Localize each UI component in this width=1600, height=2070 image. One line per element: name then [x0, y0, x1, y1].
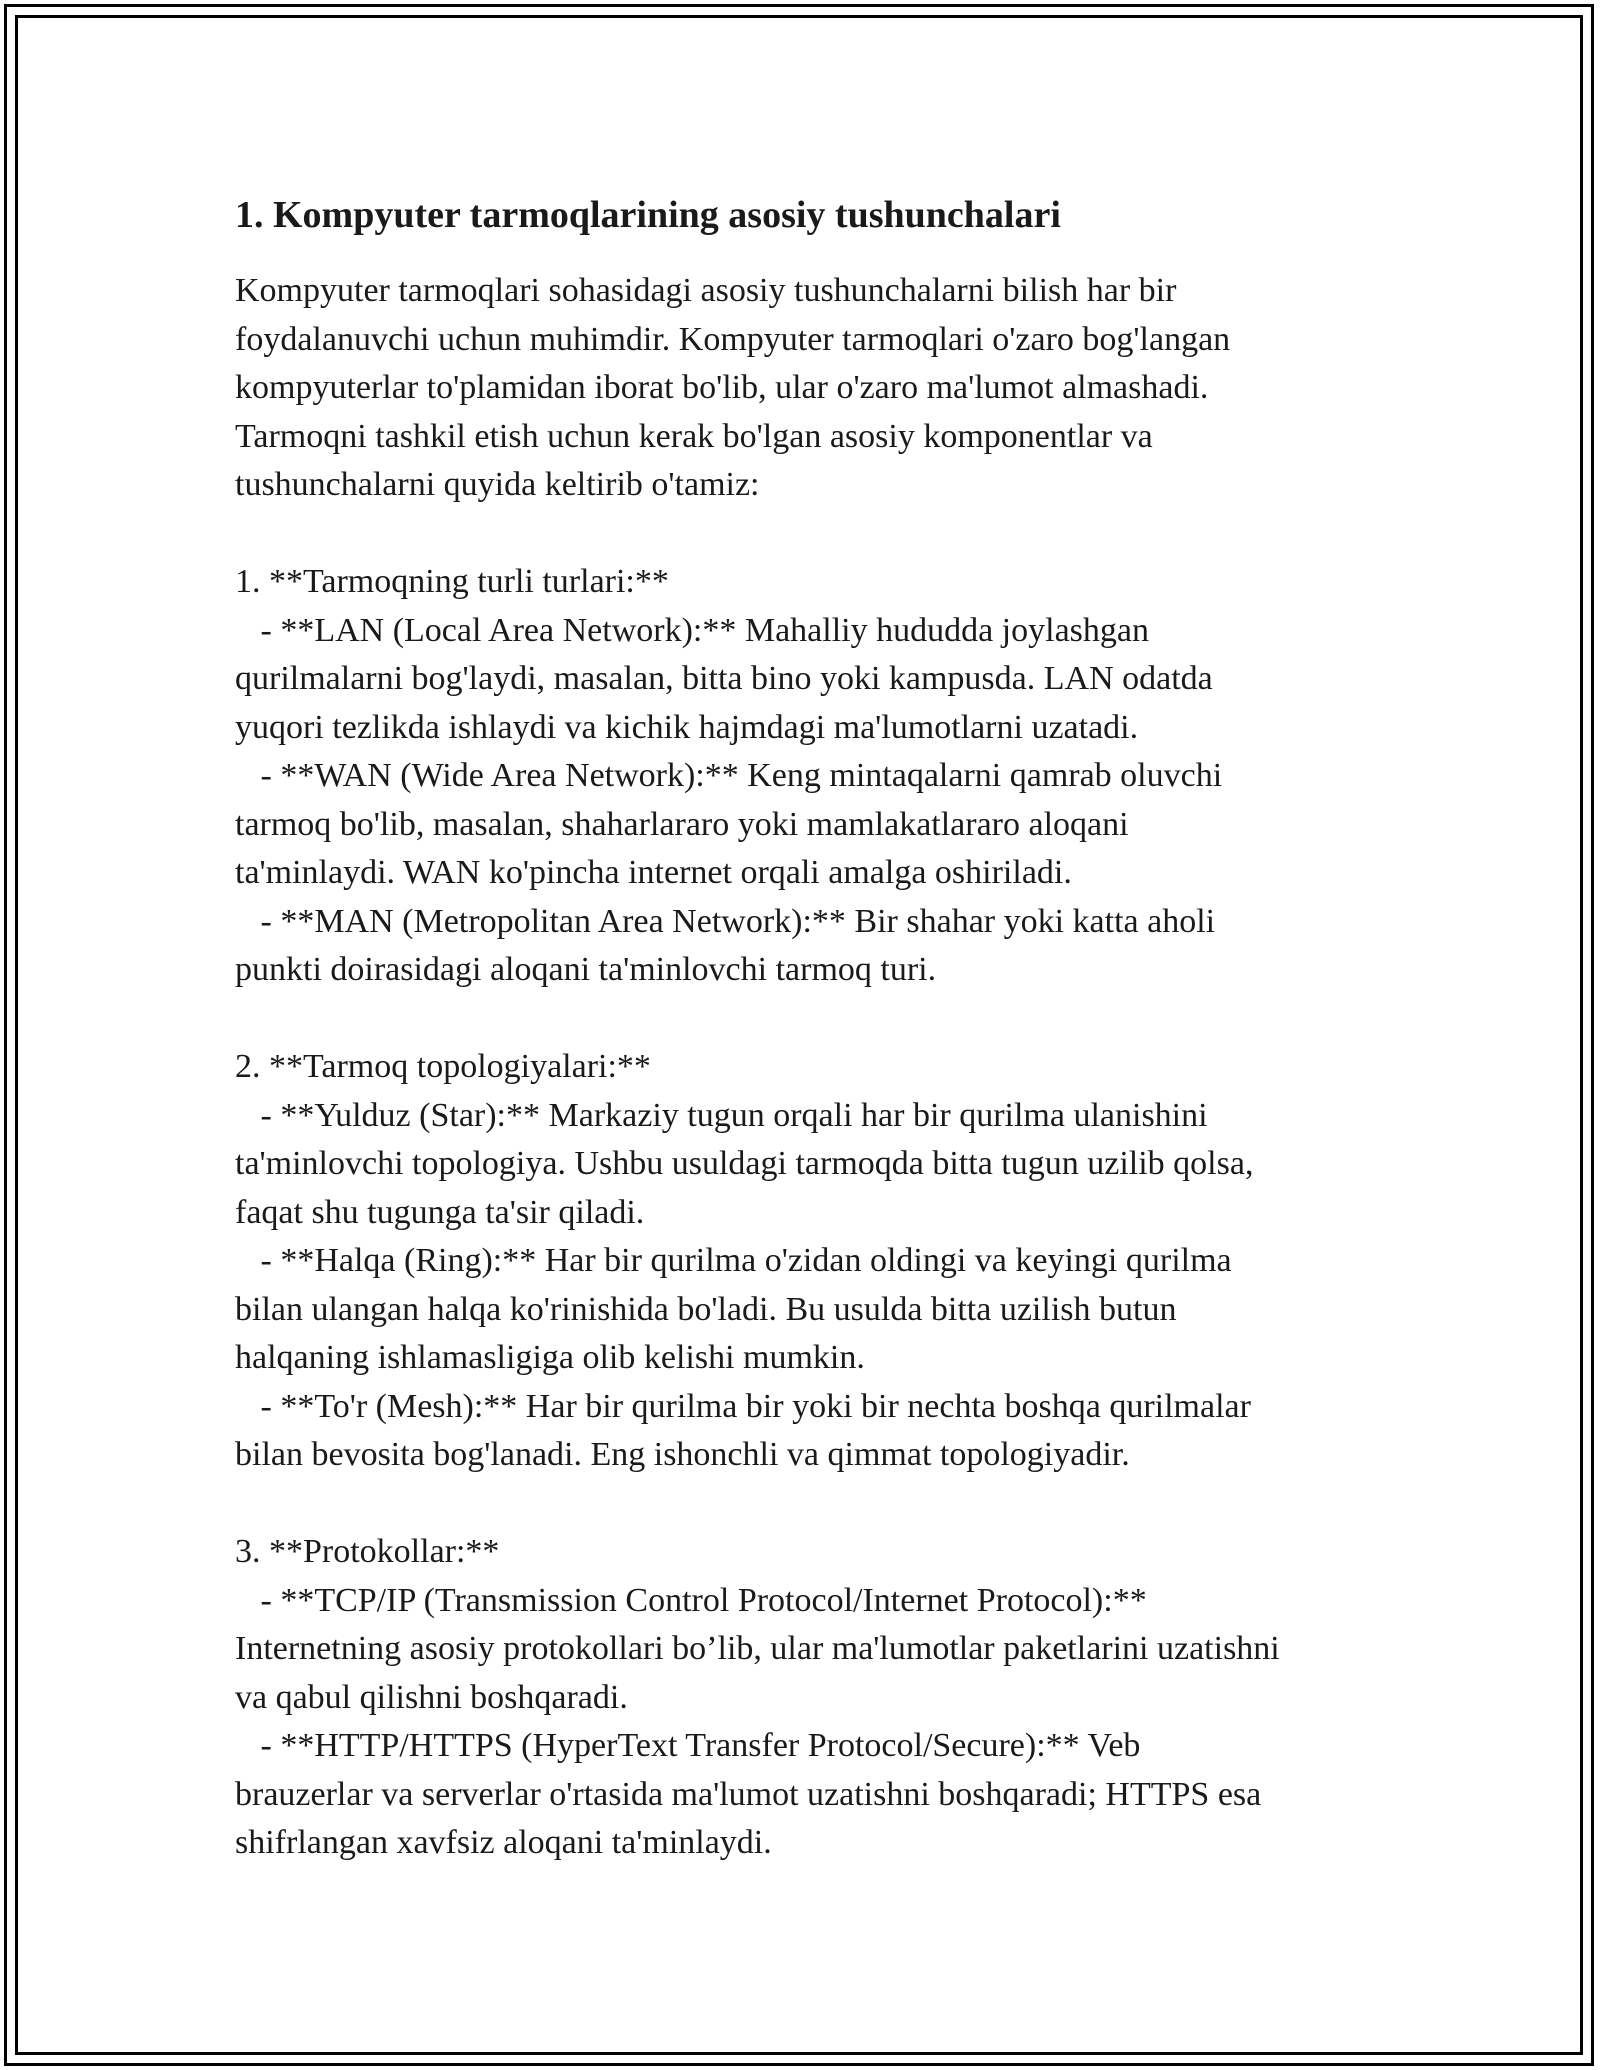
list-item-line: - **Halqa (Ring):** Har bir qurilma o'zidan oldingi va keyingi qurilma: [235, 1242, 1232, 1279]
intro-line: Tarmoqni tashkil etish uchun kerak bo'lgan asosiy komponentlar va: [235, 417, 1153, 455]
list-item-line: brauzerlar va serverlar o'rtasida ma'lumot uzatishni boshqaradi; HTTPS esa: [235, 1775, 1262, 1813]
paragraph-gap: [235, 1480, 1385, 1529]
list-item-line: ta'minlaydi. WAN ko'pincha internet orqali amalga oshiriladi.: [235, 854, 1072, 891]
section-network-types: [235, 558, 1385, 995]
paragraph-gap: [235, 995, 1385, 1044]
section-protocols: [235, 1528, 1385, 1868]
list-item-line: tarmoq bo'lib, masalan, shaharlararo yoki mamlakatlararo aloqani: [235, 805, 1129, 843]
intro-line: tushunchalarni quyida keltirib o'tamiz:: [235, 466, 760, 503]
list-item-line: shifrlangan xavfsiz aloqani ta'minlaydi.: [235, 1824, 772, 1861]
intro-line: Kompyuter tarmoqlari sohasidagi asosiy tushunchalarni bilish har bir: [235, 272, 1177, 309]
document-title: 1. Kompyuter tarmoqlarining asosiy tushunchalari: [235, 194, 1061, 236]
section-heading: 2. **Tarmoq topologiyalari:**: [235, 1048, 651, 1085]
document-text: [235, 267, 1385, 1868]
list-item-line: - **WAN (Wide Area Network):** Keng mintaqalarni qamrab oluvchi: [235, 757, 1223, 794]
list-item-line: yuqori tezlikda ishlaydi va kichik hajmdagi ma'lumotlarni uzatadi.: [235, 708, 1139, 746]
intro-paragraph: [235, 267, 1385, 510]
list-item-line: bilan ulangan halqa ko'rinishida bo'ladi. Bu usulda bitta uzilish butun: [235, 1290, 1177, 1328]
list-item-line: Internetning asosiy protokollari bo’lib, ular ma'lumotlar paketlarini uzatishni: [235, 1630, 1280, 1667]
section-topologies: [235, 1043, 1385, 1480]
list-item-line: halqaning ishlamasligiga olib kelishi mumkin.: [235, 1339, 865, 1376]
document-body: [235, 185, 1385, 1868]
list-item-line: qurilmalarni bog'laydi, masalan, bitta bino yoki kampusda. LAN odatda: [235, 660, 1213, 697]
list-item-line: punkti doirasidagi aloqani ta'minlovchi tarmoq turi.: [235, 951, 937, 988]
intro-line: kompyuterlar to'plamidan iborat bo'lib, ular o'zaro ma'lumot almashadi.: [235, 369, 1209, 406]
paragraph-gap: [235, 510, 1385, 559]
section-heading: 1. **Tarmoqning turli turlari:**: [235, 563, 669, 600]
list-item-line: faqat shu tugunga ta'sir qiladi.: [235, 1193, 645, 1231]
list-item-line: - **TCP/IP (Transmission Control Protocol/Internet Protocol):**: [235, 1581, 1147, 1619]
section-heading: 3. **Protokollar:**: [235, 1533, 500, 1570]
list-item-line: - **Yulduz (Star):** Markaziy tugun orqali har bir qurilma ulanishini: [235, 1096, 1208, 1134]
list-item-line: va qabul qilishni boshqaradi.: [235, 1678, 628, 1716]
list-item-line: - **LAN (Local Area Network):** Mahalliy hududda joylashgan: [235, 611, 1149, 649]
list-item-line: ta'minlovchi topologiya. Ushbu usuldagi tarmoqda bitta tugun uzilib qolsa,: [235, 1145, 1254, 1182]
list-item-line: bilan bevosita bog'lanadi. Eng ishonchli va qimmat topologiyadir.: [235, 1436, 1130, 1473]
list-item-line: - **MAN (Metropolitan Area Network):** Bir shahar yoki katta aholi: [235, 902, 1216, 940]
list-item-line: - **HTTP/HTTPS (HyperText Transfer Protocol/Secure):** Veb: [235, 1727, 1141, 1764]
intro-line: foydalanuvchi uchun muhimdir. Kompyuter tarmoqlari o'zaro bog'langan: [235, 320, 1231, 358]
list-item-line: - **To'r (Mesh):** Har bir qurilma bir yoki bir nechta boshqa qurilmalar: [235, 1387, 1251, 1425]
